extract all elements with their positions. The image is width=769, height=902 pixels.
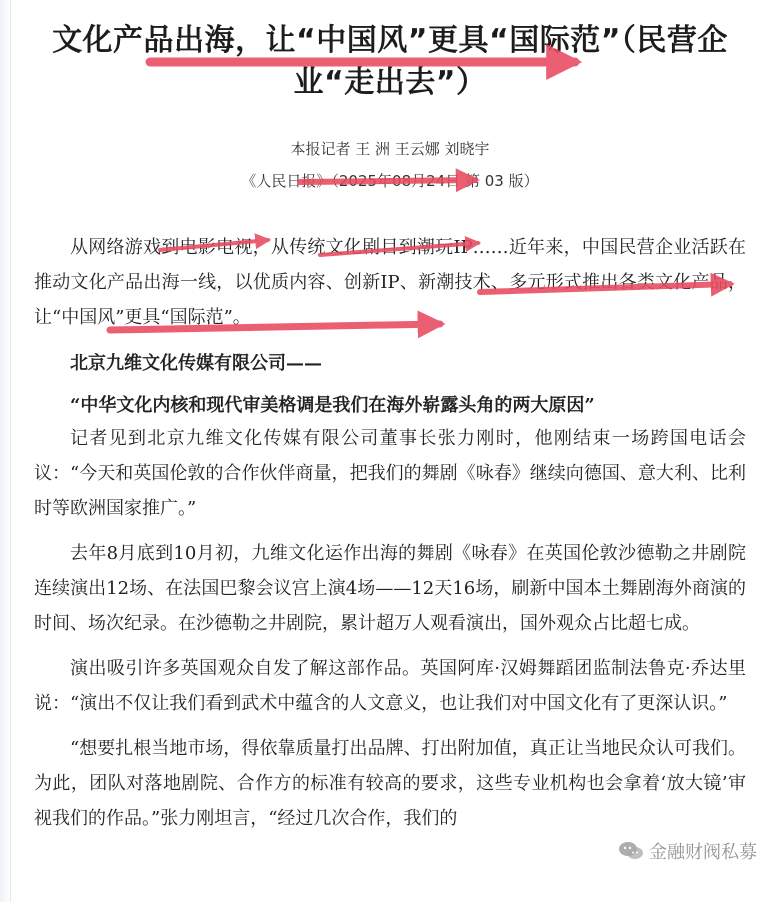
article-title: 文化产品出海，让“中国风”更具“国际范”（民营企业“走出去”） <box>52 23 728 100</box>
article-page <box>34 0 746 902</box>
window-left-edge <box>0 0 11 902</box>
article-source: 《人民日报》（2025年08月24日 第 03 版） <box>241 172 539 190</box>
paragraph-body-4: “想要扎根当地市场，得依靠质量打出品牌、打出附加值，真正让当地民众认可我们。为此，团队对落地剧院、合作方的标准有较高的要求，这些专业机构也会拿着‘放大镜’审视我们的作品。”张力刚坦言，“经过几次合作，我们的 <box>34 738 746 829</box>
quote-heading: “中华文化内核和现代审美格调是我们在海外崭露头角的两大原因” <box>70 395 595 416</box>
watermark <box>618 838 757 864</box>
paragraph-body-3: 演出吸引许多英国观众自发了解这部作品。英国阿库·汉姆舞蹈团监制法鲁克·乔达里说：“演出不仅让我们看到武术中蕴含的人文意义，也让我们对中国文化有了更深认识。” <box>34 658 746 714</box>
paragraph-body-2: 去年8月底到10月初，九维文化运作出海的舞剧《咏春》在英国伦敦沙德勒之井剧院连续演出12场、在法国巴黎会议宫上演4场——12天16场，刷新中国本土舞剧海外商演的时间、场次纪录。在沙德勒之井剧院，累计超万人观看演出，国外观众占比超七成。 <box>34 543 746 634</box>
watermark-text: 金融财阀私募 <box>649 842 757 863</box>
company-heading: 北京九维文化传媒有限公司—— <box>70 353 322 374</box>
paragraph-intro: 从网络游戏到电影电视，从传统文化剧目到潮玩IP……近年来，中国民营企业活跃在推动文化产品出海一线，以优质内容、创新IP、新潮技术、多元形式推出各类文化产品，让“中国风”更具“国际范”。 <box>34 237 746 328</box>
article-byline: 本报记者 王 洲 王云娜 刘晓宇 <box>290 140 490 158</box>
paragraph-body-1: 记者见到北京九维文化传媒有限公司董事长张力刚时，他刚结束一场跨国电话会议：“今天和英国伦敦的合作伙伴商量，把我们的舞剧《咏春》继续向德国、意大利、比利时等欧洲国家推广。” <box>34 428 746 519</box>
wechat-icon <box>618 841 644 861</box>
